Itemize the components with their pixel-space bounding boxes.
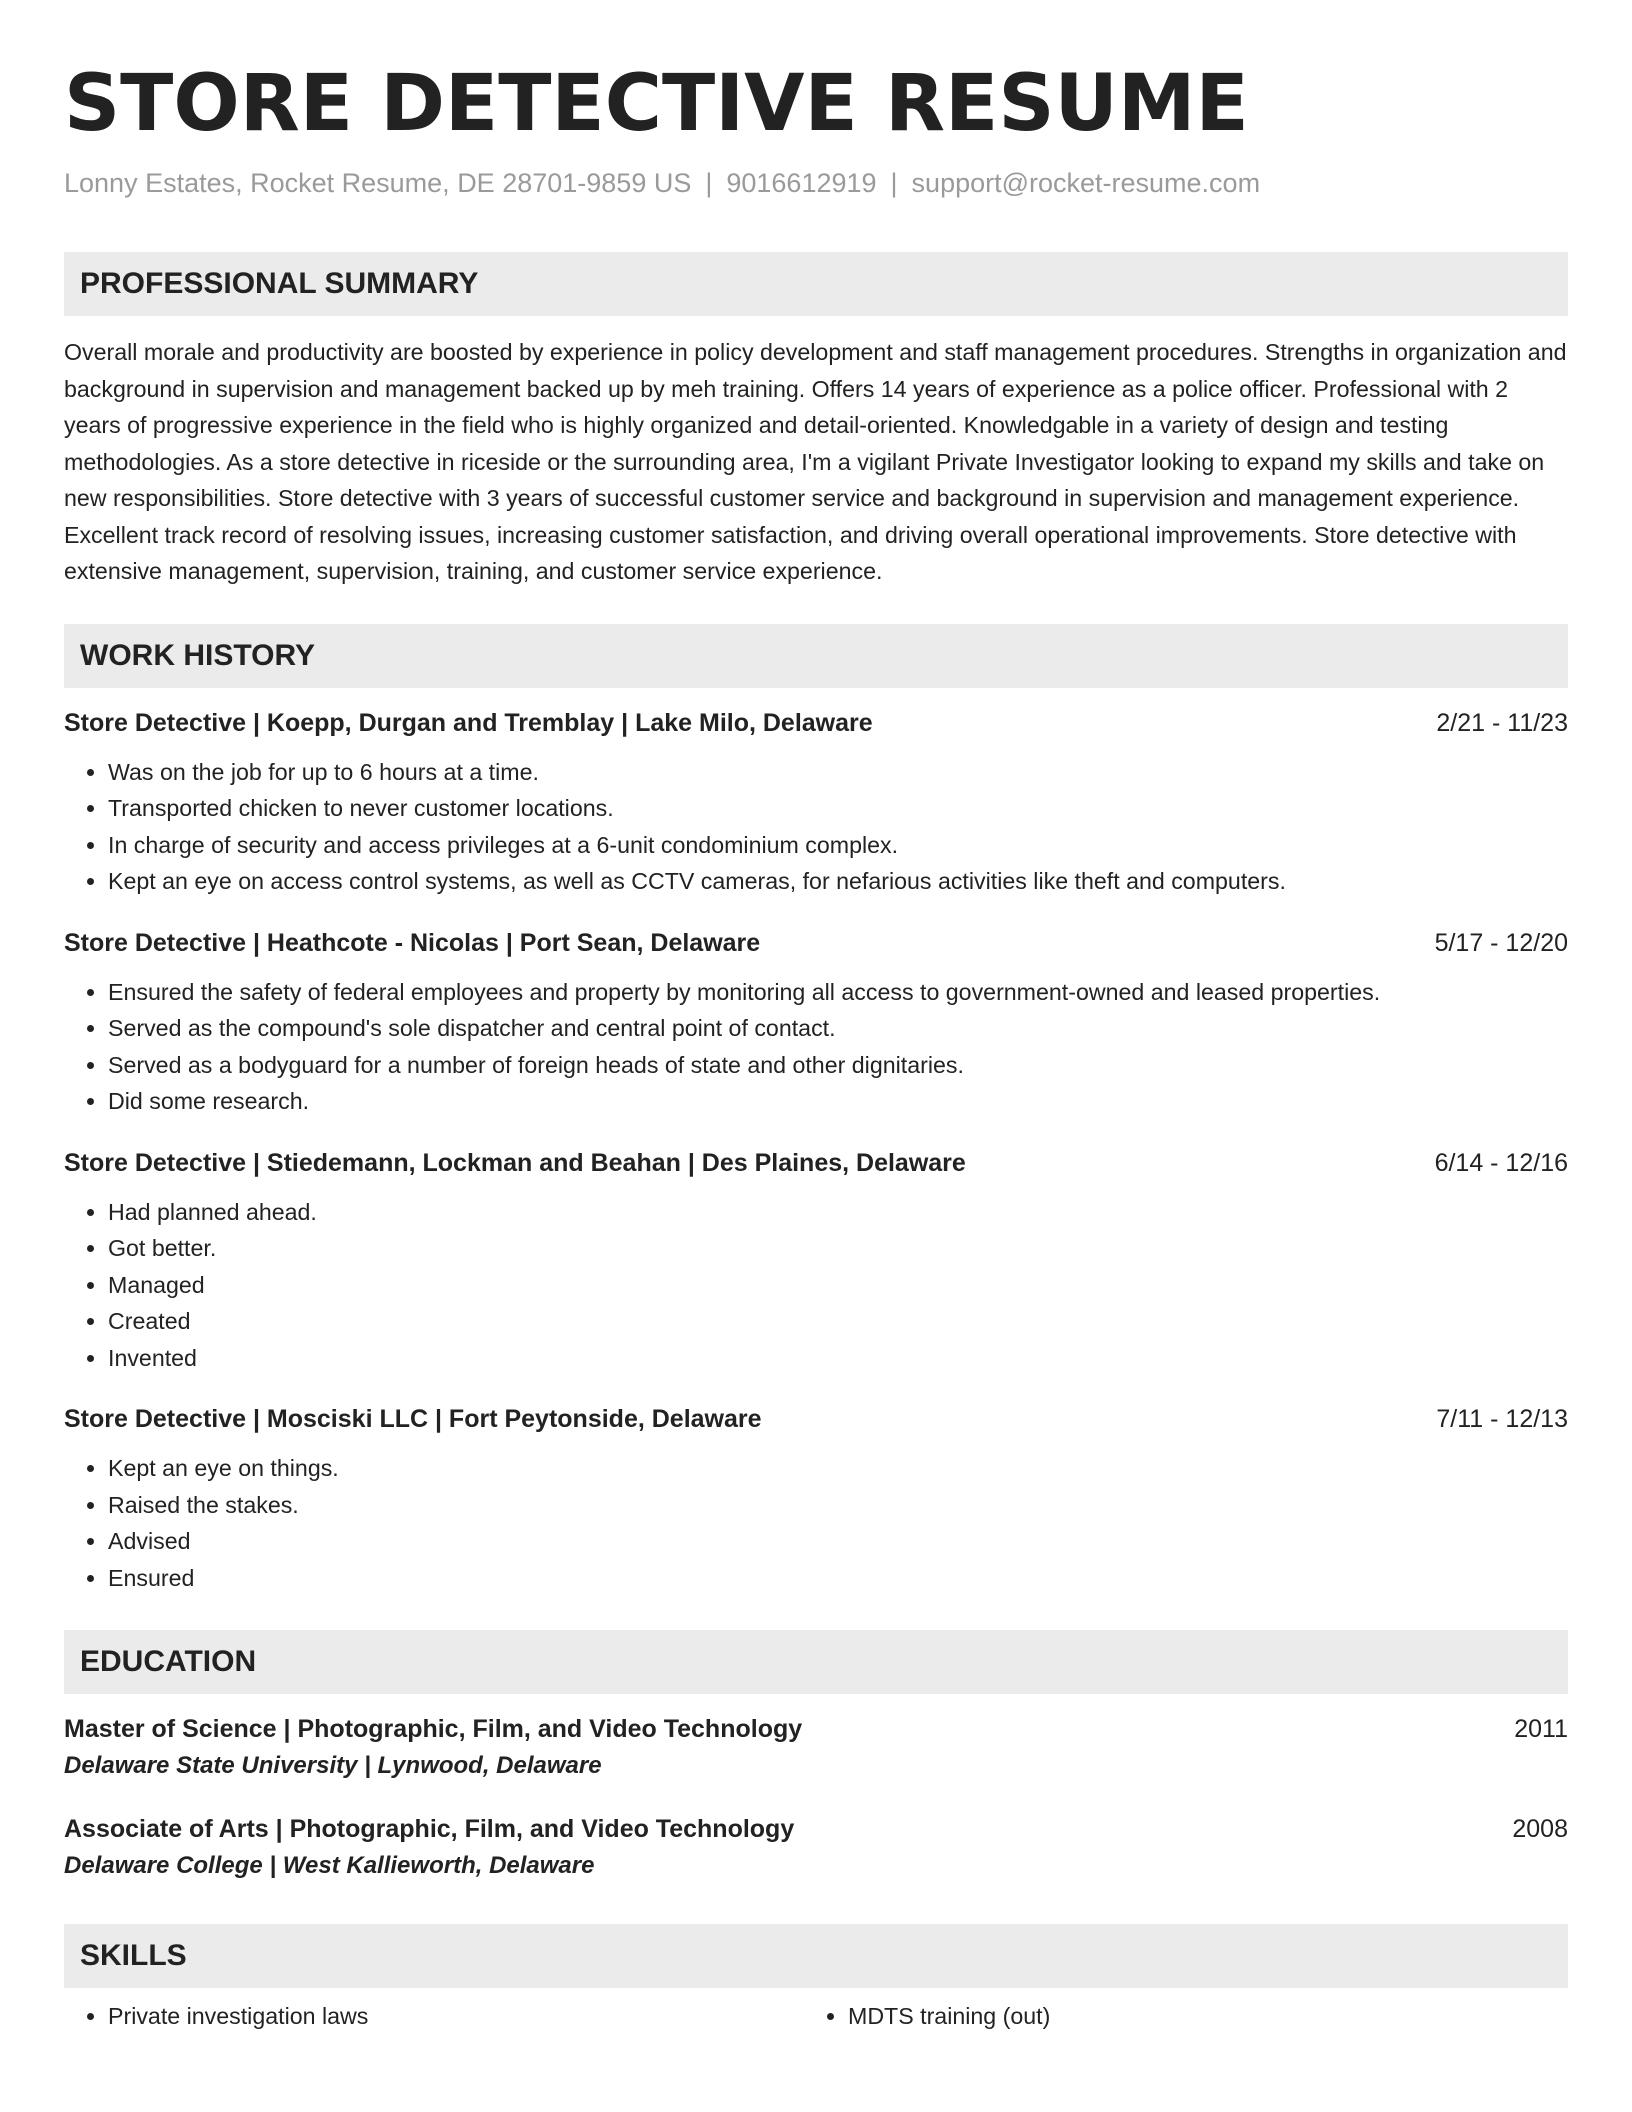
- education-entry: [64, 1812, 1568, 1886]
- job-dates: 5/17 - 12/20: [1434, 928, 1568, 957]
- skills-column-left: [64, 1998, 804, 2035]
- job-bullet: • Served as the compound's sole dispatcher and central point of contact.: [108, 1010, 1568, 1047]
- skill-item: • Private investigation laws: [108, 1998, 804, 2035]
- education-degree: Master of Science | Photographic, Film, and Video Technology: [64, 1715, 803, 1743]
- job-bullet: • Kept an eye on access control systems, as well as CCTV cameras, for nefarious activities like theft and computers.: [108, 863, 1568, 900]
- contact-separator: |: [890, 168, 898, 198]
- job-bullet: • Transported chicken to never customer locations.: [108, 790, 1568, 827]
- section-heading-education: EDUCATION: [64, 1630, 1568, 1694]
- contact-email: support@rocket-resume.com: [911, 168, 1261, 198]
- job-dates: 7/11 - 12/13: [1436, 1405, 1568, 1433]
- skills-column-right: [804, 1998, 1544, 2035]
- job-title: Store Detective | Mosciski LLC | Fort Peytonside, Delaware: [64, 1405, 762, 1433]
- job-bullets: [64, 754, 1568, 900]
- job-entry: [64, 706, 1568, 900]
- job-bullet: • Ensured: [108, 1560, 1568, 1597]
- contact-address: Lonny Estates, Rocket Resume, DE 28701-9859 US: [64, 168, 692, 198]
- job-bullet: • Was on the job for up to 6 hours at a time.: [108, 754, 1568, 791]
- education-school: Delaware College | West Kallieworth, Delaware: [64, 1852, 595, 1879]
- education-degree: Associate of Arts | Photographic, Film, and Video Technology: [64, 1815, 795, 1843]
- job-dates: 2/21 - 11/23: [1436, 708, 1568, 737]
- job-bullets: [64, 974, 1568, 1120]
- job-entry: [64, 926, 1568, 1120]
- job-bullet: • Invented: [108, 1340, 1568, 1377]
- job-bullet: • Did some research.: [108, 1083, 1568, 1120]
- summary-text: Overall morale and productivity are boosted by experience in policy development and staff management procedures. Strengths in organization and background in supervision and management backed up by meh training. Offers 14 years of experience as a police officer. Professional with 2 years of progressive experience in the field who is highly organized and detail-oriented. Knowledgable in a variety of design and testing methodologies. As a store detective in riceside or the surrounding area, I'm a vigilant Private Investigator looking to expand my skills and take on new responsibilities. Store detective with 3 years of successful customer service and background in supervision and management experience. Excellent track record of resolving issues, increasing customer satisfaction, and driving overall operational improvements. Store detective with extensive management, supervision, training, and customer service experience.: [64, 339, 1567, 584]
- job-bullet: • Managed: [108, 1267, 1568, 1304]
- job-bullet: • Served as a bodyguard for a number of foreign heads of state and other dignitaries.: [108, 1047, 1568, 1084]
- job-bullet: • Had planned ahead.: [108, 1194, 1568, 1231]
- job-bullet: • Created: [108, 1303, 1568, 1340]
- job-bullet: • Got better.: [108, 1230, 1568, 1267]
- education-entry: [64, 1712, 1568, 1786]
- job-title: Store Detective | Koepp, Durgan and Tremblay | Lake Milo, Delaware: [64, 708, 873, 737]
- contact-phone: 9016612919: [726, 168, 877, 198]
- job-bullet: • Raised the stakes.: [108, 1487, 1568, 1524]
- job-bullets: [64, 1194, 1568, 1377]
- section-heading-work-history: WORK HISTORY: [64, 624, 1568, 688]
- contact-separator: |: [705, 168, 713, 198]
- education-year: 2011: [1514, 1715, 1568, 1743]
- job-bullet: • In charge of security and access privileges at a 6-unit condominium complex.: [108, 827, 1568, 864]
- job-dates: 6/14 - 12/16: [1434, 1148, 1568, 1177]
- contact-line: [64, 166, 1568, 200]
- job-entry: [64, 1402, 1568, 1596]
- job-title: Store Detective | Heathcote - Nicolas | Port Sean, Delaware: [64, 928, 761, 957]
- education-year: 2008: [1512, 1815, 1568, 1843]
- section-heading-summary: PROFESSIONAL SUMMARY: [64, 252, 1568, 316]
- resume-title: STORE DETECTIVE RESUME: [64, 59, 1249, 149]
- job-bullets: [64, 1450, 1568, 1596]
- skill-item: • MDTS training (out): [848, 1998, 1544, 2035]
- section-heading-skills: SKILLS: [64, 1924, 1568, 1988]
- job-bullet: • Kept an eye on things.: [108, 1450, 1568, 1487]
- job-entry: [64, 1146, 1568, 1377]
- job-bullet: • Advised: [108, 1523, 1568, 1560]
- job-title: Store Detective | Stiedemann, Lockman and Beahan | Des Plaines, Delaware: [64, 1148, 966, 1177]
- skills-list: [64, 1998, 1568, 2035]
- job-bullet: • Ensured the safety of federal employees and property by monitoring all access to government-owned and leased properties.: [108, 974, 1568, 1011]
- education-school: Delaware State University | Lynwood, Delaware: [64, 1752, 602, 1779]
- resume-page: [64, 56, 1568, 2035]
